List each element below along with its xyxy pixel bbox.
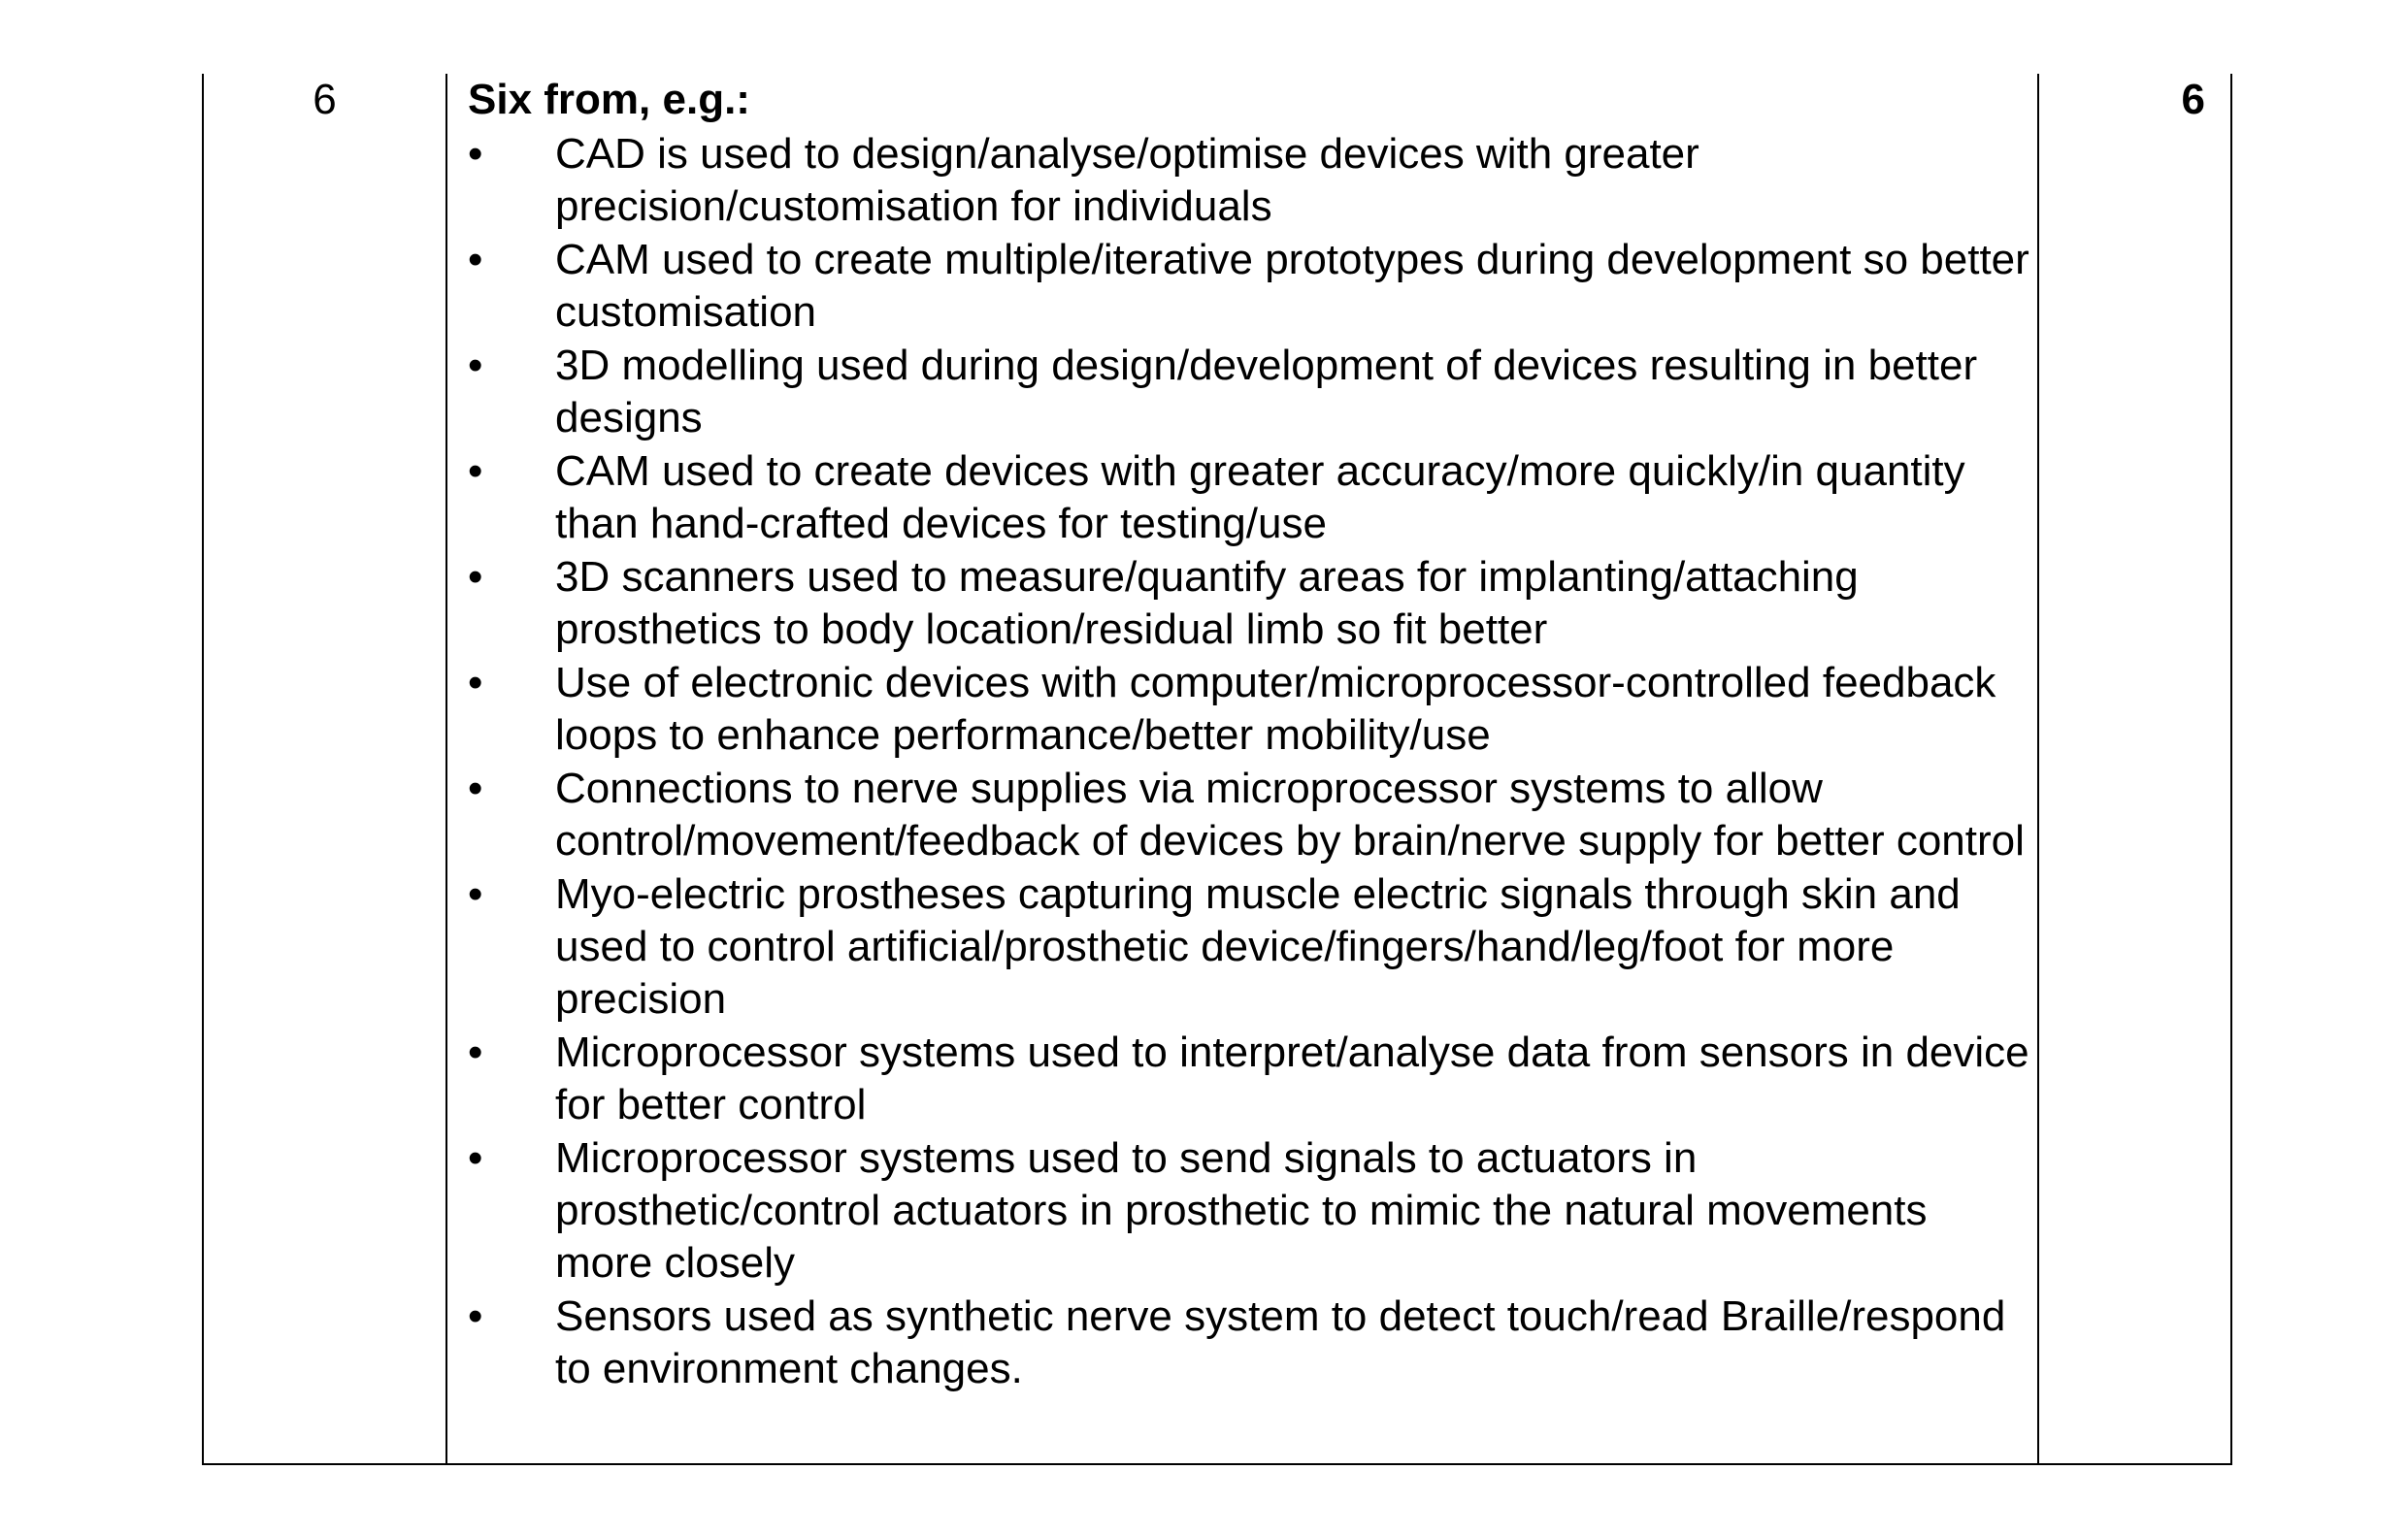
bullet-icon: • [468,1134,483,1182]
answer-point-text: CAM used to create multiple/iterative prototypes during development so better customisation [555,236,2029,336]
bullet-icon: • [468,130,483,178]
column-divider [2037,74,2039,1463]
bullet-icon: • [468,553,483,601]
answer-point [468,234,2030,339]
mark-scheme-table [202,74,2232,1465]
bullet-icon: • [468,765,483,812]
answer-heading: Six from, e.g.: [468,76,750,123]
answer-point [468,445,2030,550]
answer-point-text: Microprocessor systems used to send signals to actuators in prosthetic/control actuators in prosthetic to mimic the natural movements more closely [555,1134,1928,1287]
bullet-icon: • [468,342,483,389]
answer-point-text: CAM used to create devices with greater accuracy/more quickly/in quantity than hand-crafted devices for testing/use [555,447,1965,547]
answer-point-text: Connections to nerve supplies via microprocessor systems to allow control/movement/feedback of devices by brain/nerve supply for better control [555,765,2025,865]
answer-point-text: 3D scanners used to measure/quantify areas for implanting/attaching prosthetics to body location/residual limb so fit better [555,553,1859,653]
answer-point [468,551,2030,656]
answer-point-text: CAD is used to design/analyse/optimise devices with greater precision/customisation for individuals [555,130,1699,230]
answer-point [468,657,2030,762]
bullet-icon: • [468,236,483,283]
answer-point-text: Myo-electric prostheses capturing muscle electric signals through skin and used to control artificial/prosthetic device/fingers/hand/leg/foot for more precision [555,870,1961,1023]
answer-point [468,340,2030,444]
column-divider [445,74,447,1463]
answer-point-text: Sensors used as synthetic nerve system to detect touch/read Braille/respond to environment changes. [555,1292,2006,1392]
answer-cell [468,74,2030,1396]
answer-point [468,128,2030,233]
bullet-icon: • [468,659,483,706]
answer-point-text: Use of electronic devices with computer/microprocessor-controlled feedback loops to enhance performance/better mobility/use [555,659,1996,759]
answer-point [468,868,2030,1026]
answer-point [468,1132,2030,1290]
answer-point-text: Microprocessor systems used to interpret/analyse data from sensors in device for better control [555,1029,2029,1128]
bullet-icon: • [468,1292,483,1340]
answer-points-list [468,128,2030,1395]
answer-point [468,763,2030,867]
answer-point-text: 3D modelling used during design/development of devices resulting in better designs [555,342,1978,441]
bullet-icon: • [468,447,483,495]
question-number: 6 [313,76,337,123]
answer-point [468,1291,2030,1395]
bullet-icon: • [468,1029,483,1076]
bullet-icon: • [468,870,483,918]
marks-value: 6 [2181,76,2205,123]
answer-point [468,1027,2030,1131]
